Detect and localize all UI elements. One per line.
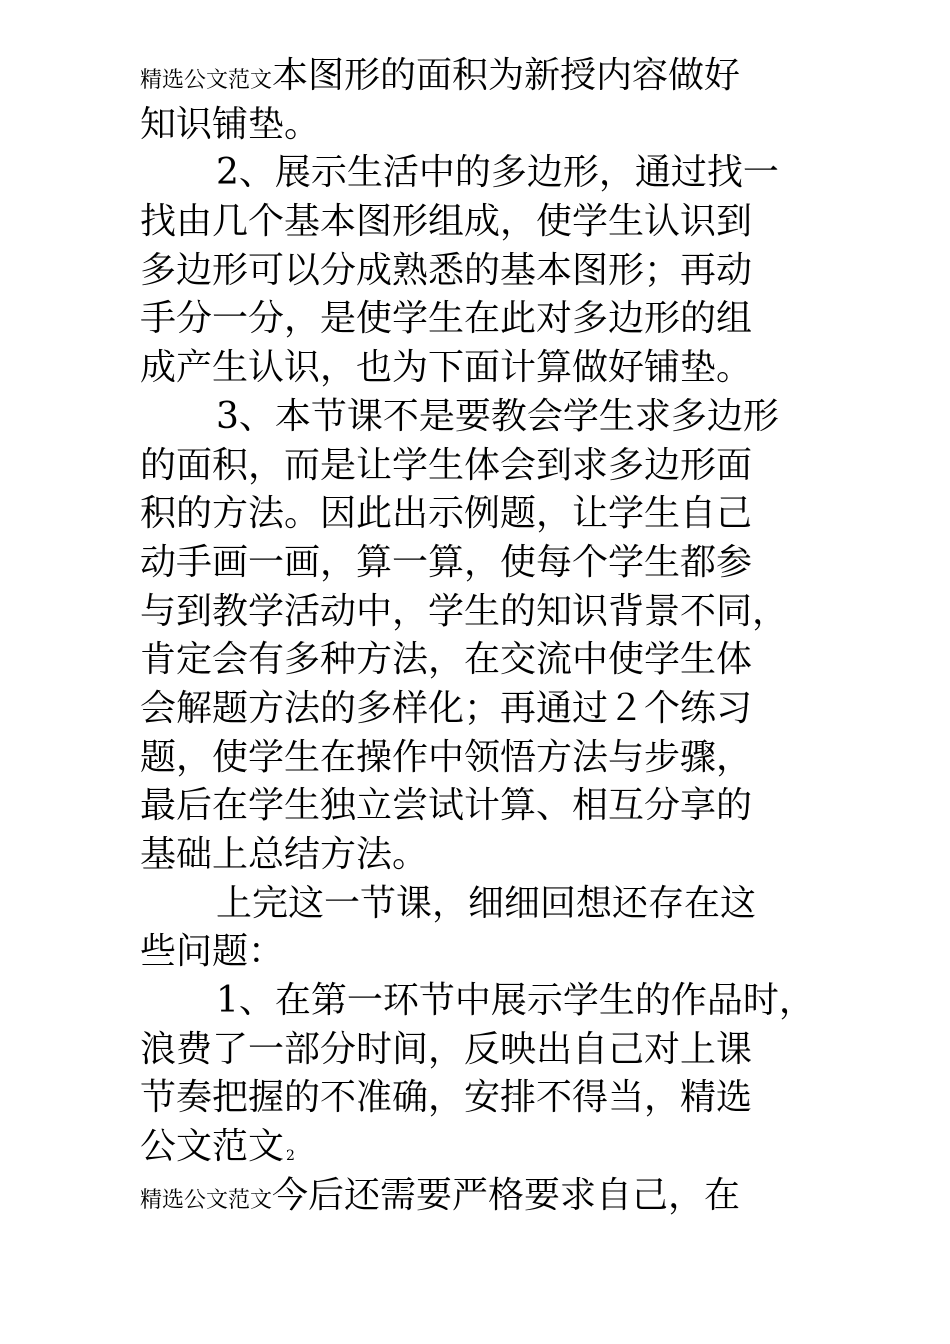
text-line: 成产生认识，也为下面计算做好铺垫。 <box>140 347 753 389</box>
paragraph-start-line: 1、在第一环节中展示学生的作品时， <box>216 980 815 1022</box>
text-line <box>140 1123 830 1172</box>
text-line: 积的方法。因此出示例题，让学生自己 <box>140 493 753 535</box>
text-line: 节奏把握的不准确，安排不得当，精选 <box>140 1077 753 1119</box>
text-line: 最后在学生独立尝试计算、相互分享的 <box>140 785 753 827</box>
paragraph-start-line: 3、本节课不是要教会学生求多边形 <box>216 395 779 437</box>
text-run: 本图形的面积为新授内容做好 <box>272 55 741 96</box>
text-line: 会解题方法的多样化；再通过２个练习 <box>140 687 753 729</box>
text-line: 些问题： <box>140 931 285 973</box>
text-line: 浪费了一部分时间，反映出自己对上课 <box>140 1028 753 1070</box>
running-header: 精选公文范文 <box>140 1187 273 1213</box>
text-line: 的面积，而是让学生体会到求多边形面 <box>140 444 753 486</box>
running-header: 精选公文范文 <box>140 68 273 93</box>
text-line: 多边形可以分成熟悉的基本图形；再动 <box>140 249 753 291</box>
paragraph-start-line: 上完这一节课，细细回想还存在这 <box>216 882 757 924</box>
page-number: 2 <box>286 1148 295 1165</box>
text-line: 基础上总结方法。 <box>140 834 429 875</box>
paragraph-start-line: 2、展示生活中的多边形，通过找一 <box>216 152 779 194</box>
text-line: 知识铺垫。 <box>140 103 321 145</box>
text-line: 与到教学活动中，学生的知识背景不同， <box>140 590 789 632</box>
text-line: 找由几个基本图形组成，使学生认识到 <box>140 201 753 243</box>
text-line: 肯定会有多种方法，在交流中使学生体 <box>140 639 753 681</box>
text-line: 动手画一画，算一算，使每个学生都参 <box>140 541 753 583</box>
document-body <box>140 52 830 1221</box>
text-run: 今后还需要严格要求自己，在 <box>272 1174 741 1216</box>
text-line <box>140 1172 830 1221</box>
text-run: 公文范文 <box>140 1126 285 1168</box>
text-line: 手分一分，是使学生在此对多边形的组 <box>140 298 753 340</box>
text-line <box>140 52 830 101</box>
text-line: 题，使学生在操作中领悟方法与步骤， <box>140 736 753 778</box>
